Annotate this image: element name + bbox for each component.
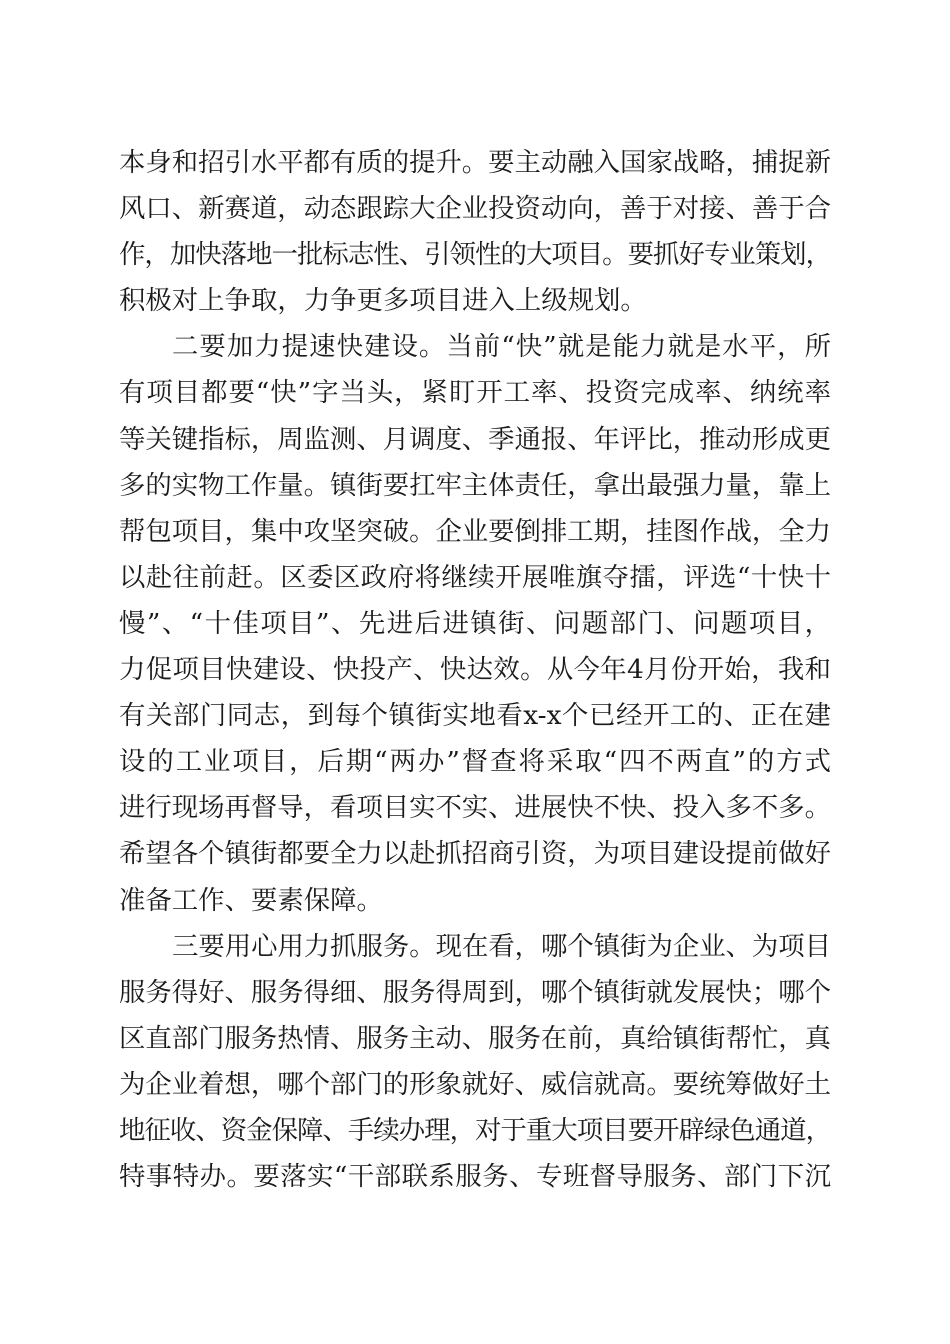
text-line: 多的实物工作量。镇街要扛牢主体责任，拿出最强力量，靠上 [119,469,831,501]
paragraph-1 [119,140,831,324]
text-line: 进行现场再督导，看项目实不实、进展快不快、投入多不多。 [119,792,831,824]
text-line: 服务得好、服务得细、服务得周到，哪个镇街就发展快；哪个 [119,976,831,1008]
text-line: 设的工业项目，后期“两办”督查将采取“四不两直”的方式 [119,746,831,778]
text-line: 有关部门同志，到每个镇街实地看x-x个已经开工的、正在建 [119,700,831,732]
text-line: 等关键指标，周监测、月调度、季通报、年评比，推动形成更 [119,423,831,455]
text-line: 区直部门服务热情、服务主动、服务在前，真给镇街帮忙，真 [119,1022,831,1054]
text-line: 积极对上争取，力争更多项目进入上级规划。 [119,285,647,317]
text-line: 准备工作、要素保障。 [119,884,383,916]
text-line: 作，加快落地一批标志性、引领性的大项目。要抓好专业策划， [119,239,831,271]
text-line: 风口、新赛道，动态跟踪大企业投资动向，善于对接、善于合 [119,193,831,225]
text-line: 本身和招引水平都有质的提升。要主动融入国家战略，捕捉新 [119,147,831,178]
text-line: 地征收、资金保障、手续办理，对于重大项目要开辟绿色通道， [119,1114,831,1146]
text-line: 希望各个镇街都要全力以赴抓招商引资，为项目建设提前做好 [119,838,831,870]
paragraph-3 [119,924,831,1201]
text-line: 三要用心用力抓服务。现在看，哪个镇街为企业、为项目 [172,930,831,962]
text-line: 特事特办。要落实“干部联系服务、专班督导服务、部门下沉 [119,1161,831,1193]
text-line: 为企业着想，哪个部门的形象就好、威信就高。要统筹做好土 [119,1068,831,1100]
text-line: 慢”、“十佳项目”、先进后进镇街、问题部门、问题项目， [119,607,831,639]
document-body [119,140,831,1200]
paragraph-2 [119,324,831,923]
text-line: 以赴往前赶。区委区政府将继续开展唯旗夺擂，评选“十快十 [119,561,831,593]
text-line: 有项目都要“快”字当头，紧盯开工率、投资完成率、纳统率 [119,377,831,409]
text-line: 帮包项目，集中攻坚突破。企业要倒排工期，挂图作战，全力 [119,515,831,547]
text-line: 力促项目快建设、快投产、快达效。从今年4月份开始，我和 [119,654,831,686]
text-line: 二要加力提速快建设。当前“快”就是能力就是水平，所 [172,331,831,363]
